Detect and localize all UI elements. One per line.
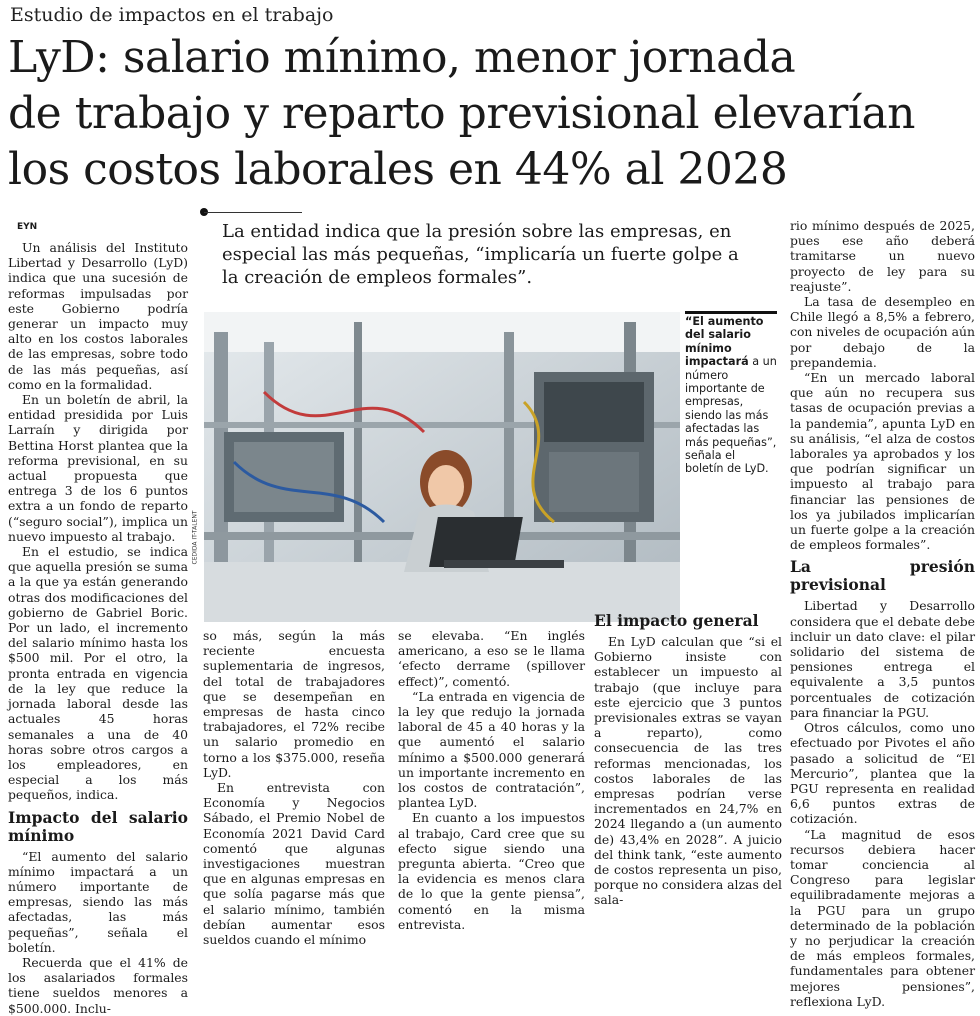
column-4 (594, 612, 782, 908)
subheading: El impacto general (594, 611, 759, 630)
paragraph: Libertad y Desarrollo considera que el debate debe incluir un dato clave: el pilar solidario del sistema de pensiones entrega el equivalente a 3,5 puntos porcentuales de cotización para financiar la PGU. (790, 598, 975, 720)
paragraph: “En un mercado laboral que aún no recupera sus tasas de ocupación previas a la pandemia”, apunta LyD en su análisis, “el alza de costos laborales ya aprobados y los que podrían significar un impuesto al trabajo para financiar las pensiones de los ya jubilados implicarían un fuerte golpe a la creación de empleos formales”. (790, 370, 975, 553)
kicker: Estudio de impactos en el trabajo (10, 4, 334, 26)
headline-line-1: LyD: salario mínimo, menor jornada (8, 32, 796, 83)
headline-line-2: de trabajo y reparto previsional elevarían (8, 88, 916, 139)
column-5 (790, 218, 975, 1009)
photo-credit: CEDIDA IT-TALENT (191, 510, 199, 565)
column-1 (8, 240, 188, 1016)
headline-line-3: los costos laborales en 44% al 2028 (8, 144, 788, 195)
subheading: La presión previsional (790, 557, 975, 595)
paragraph: En LyD calculan que “si el Gobierno insiste con establecer un impuesto al trabajo (que incluye para este ejercicio que 3 puntos previsionales extras se vayan a reparto), como consecuencia de las tres reformas mencionadas, los costos laborales de las empresas podrían verse incrementados en 24,7% en 2024 llegando a (un aumento de) 43,4% en 2028”. A juicio del think tank, “este aumento de costos representa un piso, porque no considera alzas del sala- (594, 634, 782, 908)
column-3 (398, 628, 585, 932)
paragraph: “La magnitud de esos recursos debiera hacer tomar conciencia al Congreso para legislar equilibradamente mejoras a la PGU para un grupo determinado de la población y no perjudicar la creación de más empleos formales, fundamentales para obtener mejores pensiones”, reflexiona LyD. (790, 826, 975, 1009)
paragraph: so más, según la más reciente encuesta suplementaria de ingresos, del total de trabajadores que se desempeñan en empresas de hasta cinco trabajadores, el 72% recibe un salario promedio en torno a los $375.000, reseña LyD. (203, 628, 385, 780)
paragraph: En el estudio, se indica que aquella presión se suma a la que ya están generando otras dos modificaciones del gobierno de Gabriel Boric. Por un lado, el incremento del salario mínimo hasta los $500 mil. Por el otro, la pronta entrada en vigencia de la ley que reduce la jornada laboral desde las actuales 45 horas semanales a una de 40 horas sobre otros cargos a los empleadores, en especial a los más pequeños, indica. (8, 544, 188, 803)
paragraph: se elevaba. “En inglés americano, a eso se le llama ‘efecto derrame (spillover effect)”, comentó. (398, 628, 585, 689)
paragraph: En entrevista con Economía y Negocios Sábado, el Premio Nobel de Economía 2021 David Card comentó que algunas investigaciones muestran que en algunas empresas en que solía pagarse más que el salario mínimo, también debían aumentar esos sueldos cuando el mínimo (203, 780, 385, 948)
byline: EYN (17, 222, 38, 232)
lab-worker-illustration (204, 312, 680, 622)
paragraph: En cuanto a los impuestos al trabajo, Card cree que su efecto sigue siendo una pregunta abierta. “Creo que la evidencia es menos clara de lo que la gente piensa”, comentó en la misma entrevista. (398, 810, 585, 932)
paragraph: Un análisis del Instituto Libertad y Desarrollo (LyD) indica que una sucesión de reformas impulsadas por este Gobierno podría generar un impacto muy alto en los costos laborales de las empresas, sobre todo de las más pequeñas, así como en la formalidad. (8, 240, 188, 392)
headline (8, 30, 973, 198)
paragraph: “El aumento del salario mínimo impactará a un número importante de empresas, siendo las más afectadas, las más pequeñas”, señala el boletín. (8, 848, 188, 955)
article-photo (204, 312, 680, 622)
pull-quote (685, 311, 777, 476)
dek: La entidad indica que la presión sobre las empresas, en especial las más pequeñas, “implicaría un fuerte golpe a la creación de empleos formales”. (222, 221, 739, 288)
pull-quote-bold: “El aumento del salario mínimo impactará (685, 315, 764, 369)
paragraph: La tasa de desempleo en Chile llegó a 8,5% a febrero, con niveles de ocupación aún por debajo de la prepandemia. (790, 294, 975, 370)
subheading: Impacto del salario mínimo (8, 807, 188, 845)
paragraph: Recuerda que el 41% de los asalariados formales tiene sueldos menores a $500.000. Inclu- (8, 954, 188, 1016)
paragraph: rio mínimo después de 2025, pues ese año deberá tramitarse un nuevo proyecto de ley para su reajuste”. (790, 218, 975, 294)
paragraph: Otros cálculos, como uno efectuado por Pivotes el año pasado a solicitud de “El Mercurio”, plantea que la PGU representa en realidad 6,6 puntos extras de cotización. (790, 720, 975, 827)
column-2 (203, 628, 385, 947)
pull-quote-text: a un número importante de empresas, siendo las más afectadas las más pequeñas”, señala el boletín de LyD. (685, 355, 777, 476)
paragraph: En un boletín de abril, la entidad presidida por Luis Larraín y dirigida por Bettina Horst plantea que la reforma previsional, en su actual propuesta que entrega 3 de los 6 puntos extra a un fondo de reparto (“seguro social”), implica un nuevo impuesto al trabajo. (8, 392, 188, 544)
paragraph: “La entrada en vigencia de la ley que redujo la jornada laboral de 45 a 40 horas y la que aumentó el salario mínimo a $500.000 generará un importante incremento en los costos de contratación”, plantea LyD. (398, 688, 585, 811)
dek-rule (204, 212, 302, 213)
